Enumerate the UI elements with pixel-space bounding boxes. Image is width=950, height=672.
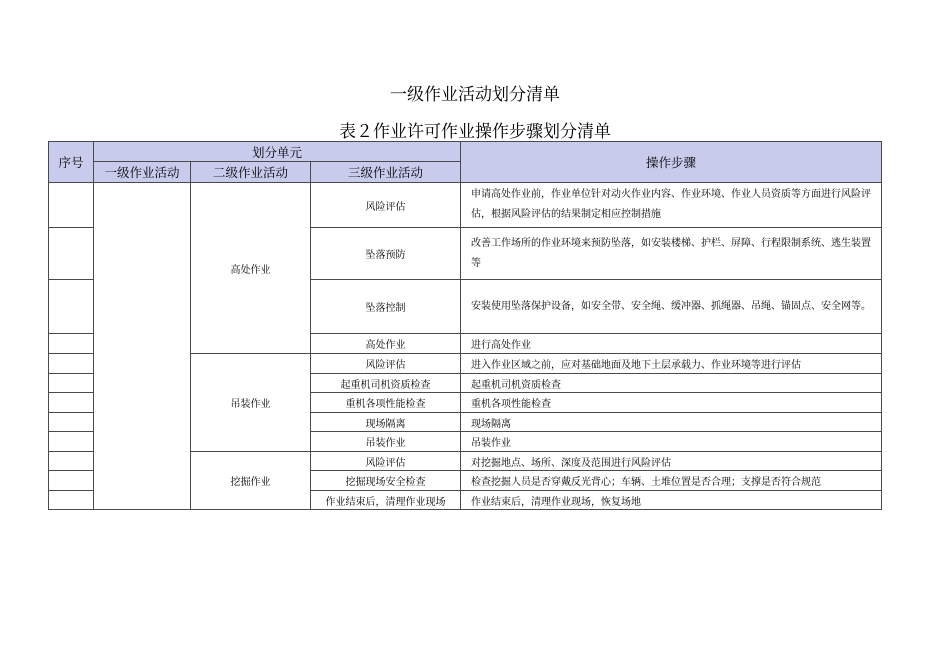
level3-cell: 挖掘现场安全检查 (311, 471, 461, 491)
seq-cell (49, 280, 94, 334)
seq-cell (49, 491, 94, 510)
seq-cell (49, 452, 94, 471)
steps-cell: 重机各项性能检查 (461, 393, 882, 413)
activity-table (48, 141, 882, 510)
steps-cell: 作业结束后，清理作业现场，恢复场地 (461, 491, 882, 510)
seq-cell (49, 183, 94, 228)
level3-cell: 坠落预防 (311, 228, 461, 280)
level3-cell: 风险评估 (311, 354, 461, 374)
level3-cell: 重机各项性能检查 (311, 393, 461, 413)
steps-cell: 进行高处作业 (461, 334, 882, 354)
seq-cell (49, 432, 94, 452)
level1-cell (94, 183, 191, 510)
level3-cell: 风险评估 (311, 452, 461, 471)
steps-cell: 现场隔离 (461, 413, 882, 432)
table-caption: 表２作业许可作业操作步骤划分清单 (339, 122, 611, 142)
seq-cell (49, 334, 94, 354)
steps-cell: 吊装作业 (461, 432, 882, 452)
steps-cell: 对挖掘地点、场所、深度及范围进行风险评估 (461, 452, 882, 471)
level3-cell: 坠落控制 (311, 280, 461, 334)
seq-cell (49, 354, 94, 374)
steps-cell: 检查挖掘人员是否穿戴反光背心；车辆、土堆位置是否合理；支撑是否符合规范 (461, 471, 882, 491)
header-row-1 (49, 142, 882, 162)
header-level2: 二级作业活动 (191, 162, 311, 183)
level3-cell: 现场隔离 (311, 413, 461, 432)
level2-cell: 吊装作业 (191, 354, 311, 452)
header-level1: 一级作业活动 (94, 162, 191, 183)
table-row (49, 183, 882, 228)
header-steps: 操作步骤 (461, 142, 882, 183)
steps-cell: 起重机司机资质检查 (461, 374, 882, 393)
level3-cell: 吊装作业 (311, 432, 461, 452)
seq-cell (49, 413, 94, 432)
level3-cell: 起重机司机资质检查 (311, 374, 461, 393)
seq-cell (49, 374, 94, 393)
steps-cell: 改善工作场所的作业环境来预防坠落，如安装楼梯、护栏、屏障、行程限制系统、逃生装置等 (461, 228, 882, 280)
seq-cell (49, 228, 94, 280)
level2-cell: 挖掘作业 (191, 452, 311, 510)
level3-cell: 高处作业 (311, 334, 461, 354)
steps-cell: 安装使用坠落保护设备，如安全带、安全绳、缓冲器、抓绳器、吊绳、锚固点、安全网等。 (461, 280, 882, 334)
header-division: 划分单元 (94, 142, 461, 162)
level3-cell: 风险评估 (311, 183, 461, 228)
seq-cell (49, 471, 94, 491)
steps-cell: 申请高处作业前，作业单位针对动火作业内容、作业环境、作业人员资质等方面进行风险评估，根据风险评估的结果制定相应控制措施 (461, 183, 882, 228)
level3-cell: 作业结束后，清理作业现场 (311, 491, 461, 510)
steps-cell: 进入作业区域之前，应对基础地面及地下土层承载力、作业环境等进行评估 (461, 354, 882, 374)
seq-cell (49, 393, 94, 413)
header-seq: 序号 (49, 142, 94, 183)
level2-cell: 高处作业 (191, 183, 311, 354)
document-title: 一级作业活动划分清单 (390, 85, 560, 105)
header-level3: 三级作业活动 (311, 162, 461, 183)
